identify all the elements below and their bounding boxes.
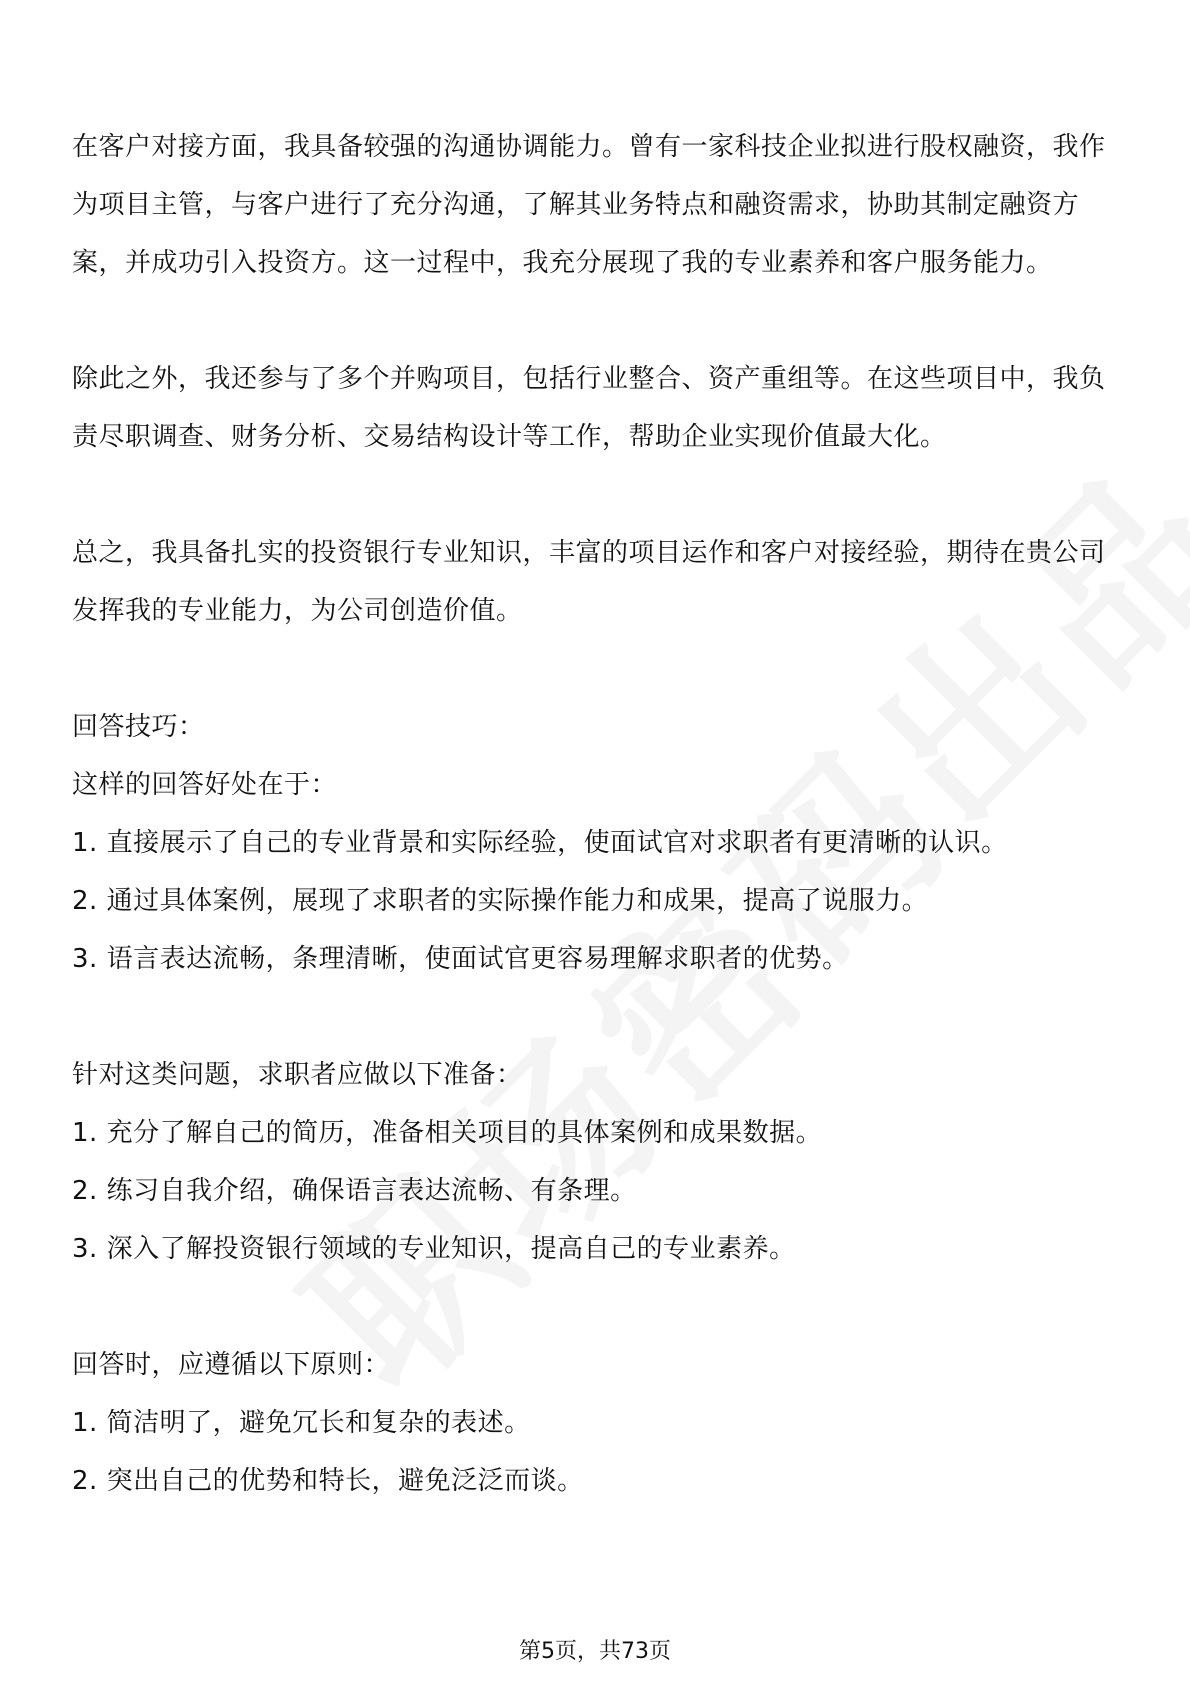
list-item: 3. 语言表达流畅，条理清晰，使面试官更容易理解求职者的优势。	[72, 944, 849, 974]
paragraph-summary: 总之，我具备扎实的投资银行专业知识，丰富的项目运作和客户对接经验，期待在贵公司发挥我的专业能力，为公司创造价值。	[72, 538, 1106, 626]
tips-intro: 这样的回答好处在于：	[72, 770, 338, 800]
list-item: 1. 直接展示了自己的专业背景和实际经验，使面试官对求职者有更清晰的认识。	[72, 828, 1008, 858]
list-item: 2. 突出自己的优势和特长，避免泛泛而谈。	[72, 1466, 584, 1496]
list-item: 2. 通过具体案例，展现了求职者的实际操作能力和成果，提高了说服力。	[72, 886, 929, 916]
principles-intro: 回答时，应遵循以下原则：	[72, 1350, 391, 1380]
tips-heading: 回答技巧：	[72, 712, 205, 742]
list-item: 1. 简洁明了，避免冗长和复杂的表述。	[72, 1408, 531, 1438]
page-footer: 第5页，共73页	[519, 1639, 671, 1664]
list-item: 3. 深入了解投资银行领域的专业知识，提高自己的专业素养。	[72, 1234, 796, 1264]
prep-intro: 针对这类问题，求职者应做以下准备：	[72, 1060, 523, 1090]
list-item: 2. 练习自我介绍，确保语言表达流畅、有条理。	[72, 1176, 637, 1206]
page-content	[72, 118, 1122, 1510]
list-item: 1. 充分了解自己的简历，准备相关项目的具体案例和成果数据。	[72, 1118, 823, 1148]
paragraph-client-communication: 在客户对接方面，我具备较强的沟通协调能力。曾有一家科技企业拟进行股权融资，我作为项目主管，与客户进行了充分沟通，了解其业务特点和融资需求，协助其制定融资方案，并成功引入投资方。这一过程中，我充分展现了我的专业素养和客户服务能力。	[72, 132, 1106, 278]
paragraph-mergers-projects: 除此之外，我还参与了多个并购项目，包括行业整合、资产重组等。在这些项目中，我负责尽职调查、财务分析、交易结构设计等工作，帮助企业实现价值最大化。	[72, 364, 1106, 452]
